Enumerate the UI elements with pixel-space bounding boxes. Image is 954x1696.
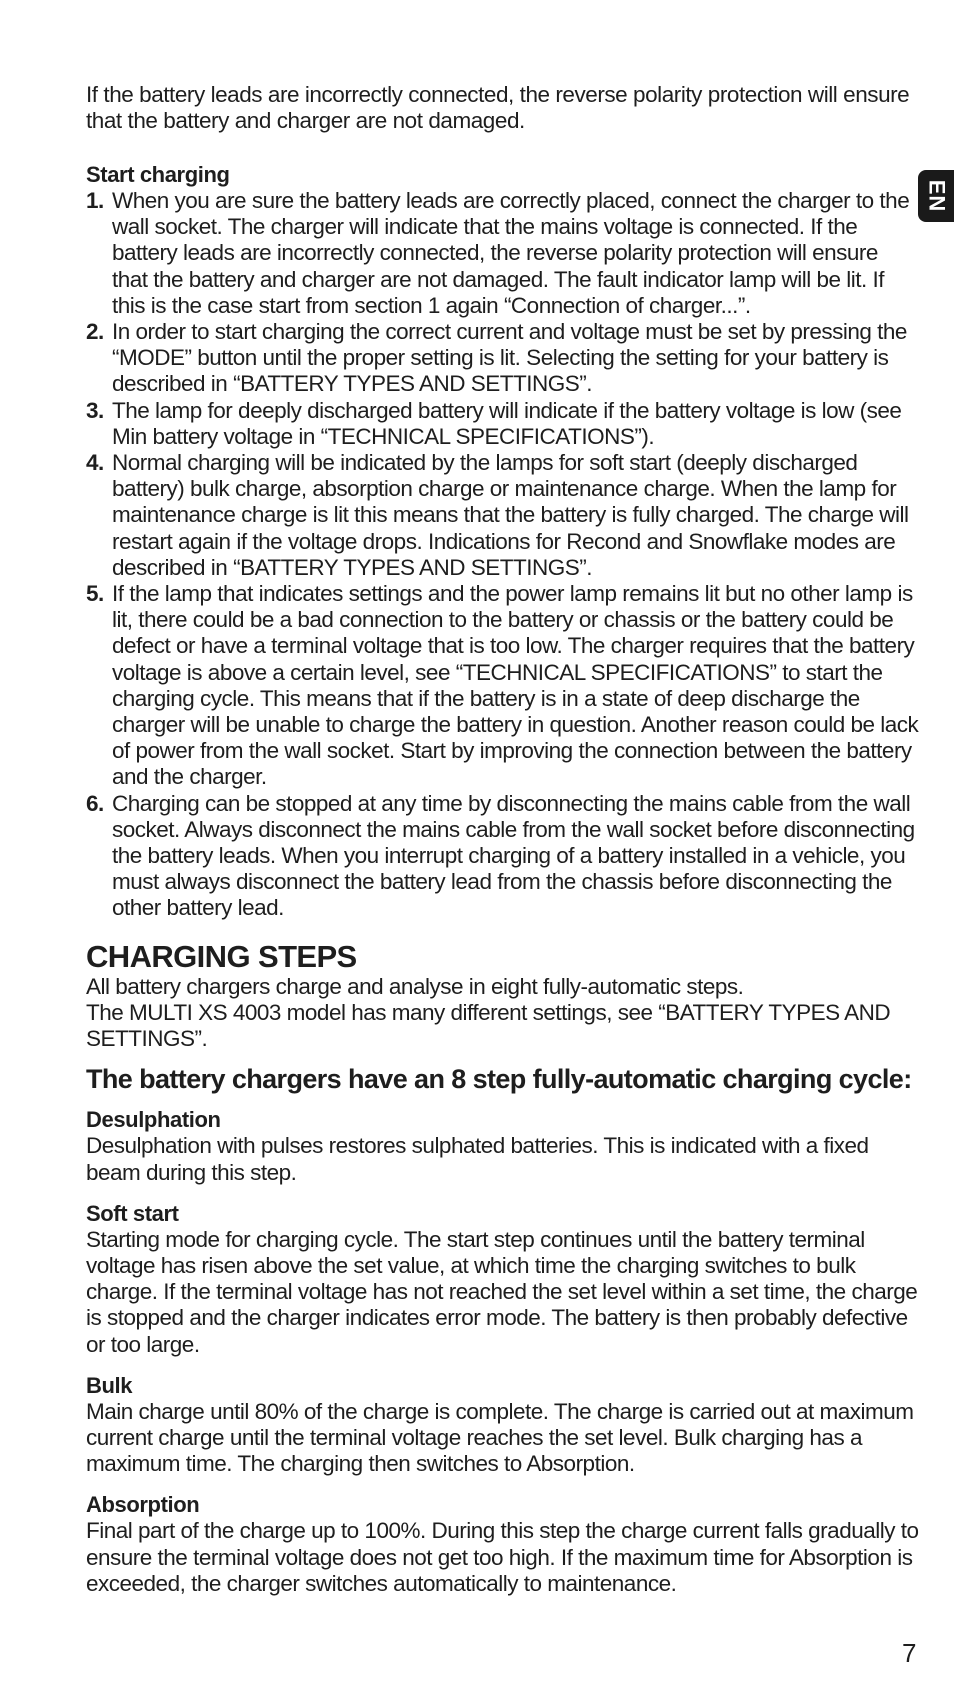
list-item bbox=[86, 450, 919, 581]
language-tab bbox=[918, 170, 954, 222]
manual-page bbox=[86, 82, 919, 1597]
charging-steps-title: CHARGING STEPS bbox=[86, 938, 357, 974]
step-name: Bulk bbox=[86, 1372, 133, 1398]
start-charging-list bbox=[86, 188, 919, 922]
list-item-number: 3. bbox=[86, 397, 104, 423]
list-item-number: 2. bbox=[86, 319, 104, 345]
step-desulphation bbox=[86, 1107, 919, 1185]
step-name: Desulphation bbox=[86, 1107, 221, 1133]
list-item-number: 4. bbox=[86, 450, 104, 476]
language-tab-label: EN bbox=[924, 179, 949, 213]
step-description: Final part of the charge up to 100%. During this step the charge current falls gradually to ensure the terminal voltage does not get too high. If the maximum time for Absorption is exceeded, the charger switches automatically to maintenance. bbox=[86, 1518, 919, 1596]
list-item-number: 6. bbox=[86, 790, 104, 816]
step-absorption bbox=[86, 1492, 919, 1597]
step-bulk bbox=[86, 1373, 919, 1478]
list-item-text: Charging can be stopped at any time by disconnecting the mains cable from the wall socket. Always disconnect the mains cable from the wall socket before disconnecting the battery leads. When you interrupt charging of a battery installed in a vehicle, you must always disconnect the battery lead from the chassis before disconnecting the other battery lead. bbox=[112, 790, 915, 921]
list-item-number: 5. bbox=[86, 581, 104, 607]
start-charging-heading: Start charging bbox=[86, 162, 230, 187]
step-name: Absorption bbox=[86, 1492, 200, 1518]
step-description: Starting mode for charging cycle. The start step continues until the battery terminal voltage has risen above the set value, at which time the charging switches to bulk charge. If the terminal voltage has not reached the set level within a set time, the charge is stopped and the charger indicates error mode. The battery is then probably defective or too large. bbox=[86, 1226, 918, 1357]
step-name: Soft start bbox=[86, 1200, 179, 1226]
list-item-text: In order to start charging the correct current and voltage must be set by pressing the “MODE” button until the proper setting is lit. Selecting the setting for your battery is described in “BATTERY TYPES AND SETTINGS”. bbox=[112, 319, 907, 397]
charging-steps-line-2: The MULTI XS 4003 model has many different settings, see “BATTERY TYPES AND SETTINGS”. bbox=[86, 999, 891, 1052]
charging-steps-line-1: All battery chargers charge and analyse in eight fully-automatic steps. bbox=[86, 973, 744, 999]
list-item-text: When you are sure the battery leads are correctly placed, connect the charger to the wall socket. The charger will indicate that the mains voltage is connected. If the battery leads are incorrectly connected, the reverse polarity protection will ensure that the battery and charger are not damaged. The fault indicator lamp will be lit. If this is the case start from section 1 again “Connection of charger...”. bbox=[112, 188, 910, 318]
list-item bbox=[86, 188, 919, 319]
list-item bbox=[86, 398, 919, 450]
intro-paragraph: If the battery leads are incorrectly connected, the reverse polarity protection will ensure that the battery and charger are not damaged. bbox=[86, 82, 910, 133]
step-description: Desulphation with pulses restores sulphated batteries. This is indicated with a fixed beam during this step. bbox=[86, 1133, 869, 1185]
list-item-text: The lamp for deeply discharged battery will indicate if the battery voltage is low (see Min battery voltage in “TECHNICAL SPECIFICATIONS”). bbox=[112, 397, 902, 449]
list-item bbox=[86, 319, 919, 398]
step-soft-start bbox=[86, 1201, 919, 1358]
step-description: Main charge until 80% of the charge is complete. The charge is carried out at maximum current charge until the terminal voltage reaches the set level. Bulk charging has a maximum time. The charging then switches to Absorption. bbox=[86, 1398, 914, 1477]
page-number: 7 bbox=[902, 1638, 917, 1668]
cycle-title: The battery chargers have an 8 step fully-automatic charging cycle: bbox=[86, 1064, 912, 1095]
list-item-text: If the lamp that indicates settings and the power lamp remains lit but no other lamp is lit, there could be a bad connection to the battery or chassis or the battery could be defect or have a terminal voltage that is too low. The charger requires that the battery voltage is above a certain level, see “TECHNICAL SPECIFICATIONS” to start the charging cycle. This means that if the battery is in a state of deep discharge the charger will be unable to charge the battery in question. Another reason could be lack of power from the wall socket. Start by improving the connection between the battery and the charger. bbox=[112, 581, 919, 790]
list-item bbox=[86, 791, 919, 922]
list-item-number: 1. bbox=[86, 188, 104, 213]
list-item-text: Normal charging will be indicated by the lamps for soft start (deeply discharged battery) bulk charge, absorption charge or maintenance charge. When the lamp for maintenance charge is lit this means that the battery is fully charged. The charge will restart again if the voltage drops. Indications for Recond and Snowflake modes are described in “BATTERY TYPES AND SETTINGS”. bbox=[112, 450, 909, 580]
list-item bbox=[86, 581, 919, 791]
